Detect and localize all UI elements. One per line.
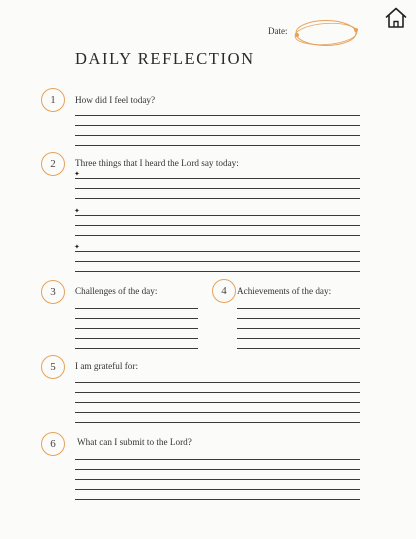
writing-line[interactable]	[237, 318, 360, 319]
section-number-badge: 4	[212, 279, 236, 303]
writing-line[interactable]	[75, 308, 198, 309]
writing-line[interactable]	[75, 251, 360, 252]
page-title: DAILY REFLECTION	[75, 49, 255, 68]
writing-line[interactable]	[75, 479, 360, 480]
writing-line[interactable]	[75, 382, 360, 383]
writing-line[interactable]	[75, 215, 360, 216]
section-number-badge: 2	[41, 152, 65, 176]
bullet-icon: ✦	[74, 207, 80, 215]
writing-line[interactable]	[75, 392, 360, 393]
writing-line[interactable]	[75, 459, 360, 460]
section-number-badge: 1	[41, 88, 65, 112]
writing-line[interactable]	[75, 235, 360, 236]
home-icon[interactable]	[384, 6, 408, 30]
writing-line[interactable]	[75, 188, 360, 189]
writing-line[interactable]	[237, 328, 360, 329]
section-prompt: Three things that I heard the Lord say today:	[75, 158, 239, 168]
writing-line[interactable]	[75, 348, 198, 349]
section-number-badge: 6	[41, 432, 65, 456]
writing-line[interactable]	[237, 338, 360, 339]
section-prompt: How did I feel today?	[75, 95, 156, 105]
writing-line[interactable]	[75, 412, 360, 413]
writing-line[interactable]	[75, 338, 198, 339]
bullet-icon: ✦	[74, 170, 80, 178]
writing-line[interactable]	[75, 261, 360, 262]
writing-line[interactable]	[75, 178, 360, 179]
writing-line[interactable]	[75, 145, 360, 146]
writing-line[interactable]	[75, 225, 360, 226]
writing-line[interactable]	[75, 422, 360, 423]
section-prompt: Challenges of the day:	[75, 286, 158, 296]
writing-line[interactable]	[75, 115, 360, 116]
section-number-badge: 3	[41, 280, 65, 304]
section-prompt: What can I submit to the Lord?	[77, 437, 192, 447]
section-prompt: Achievements of the day:	[237, 286, 332, 296]
date-field[interactable]	[293, 17, 359, 51]
writing-line[interactable]	[237, 348, 360, 349]
bullet-icon: ✦	[74, 243, 80, 251]
writing-line[interactable]	[75, 125, 360, 126]
writing-line[interactable]	[75, 271, 360, 272]
writing-line[interactable]	[75, 198, 360, 199]
section-prompt: I am grateful for:	[75, 361, 139, 371]
writing-line[interactable]	[75, 135, 360, 136]
writing-line[interactable]	[75, 489, 360, 490]
writing-line[interactable]	[75, 469, 360, 470]
writing-line[interactable]	[75, 318, 198, 319]
section-number-badge: 5	[41, 355, 65, 379]
writing-line[interactable]	[237, 308, 360, 309]
writing-line[interactable]	[75, 402, 360, 403]
date-label: Date:	[268, 26, 288, 36]
writing-line[interactable]	[75, 328, 198, 329]
writing-line[interactable]	[75, 499, 360, 500]
